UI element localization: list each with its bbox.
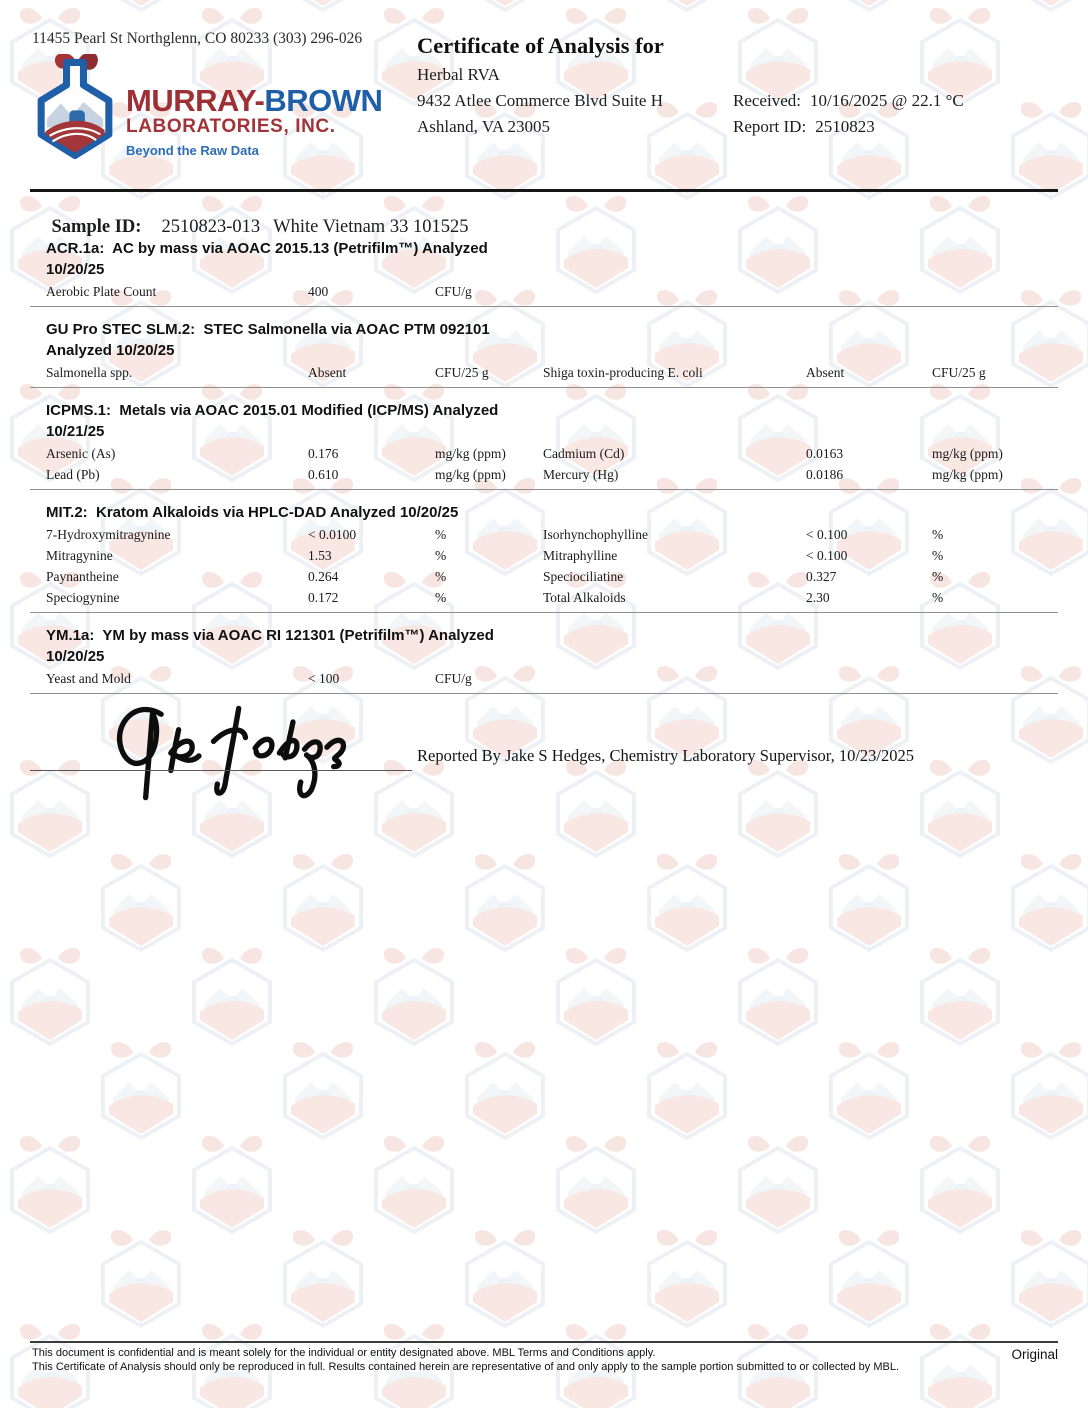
section-title-line: ICPMS.1: Metals via AOAC 2015.01 Modified (ICP/MS) Analyzed bbox=[46, 402, 499, 419]
logo-tagline: Beyond the Raw Data bbox=[126, 143, 259, 158]
section-divider bbox=[30, 693, 1058, 694]
analyte-name: Mitragynine bbox=[46, 548, 113, 563]
analyte-name: Total Alkaloids bbox=[543, 590, 626, 605]
analyte-value: Absent bbox=[806, 365, 845, 380]
analyte-unit: CFU/g bbox=[435, 284, 472, 299]
section-rows bbox=[46, 524, 1040, 608]
analyte-value: < 100 bbox=[308, 671, 340, 686]
client-name: Herbal RVA bbox=[417, 65, 500, 84]
analyte-value: 0.0186 bbox=[806, 467, 844, 482]
analyte-value: 1.53 bbox=[308, 548, 332, 563]
analyte-value: 2.30 bbox=[806, 590, 830, 605]
analyte-row bbox=[46, 443, 1040, 464]
copy-type-label: Original bbox=[1011, 1347, 1058, 1362]
analyte-value: 0.610 bbox=[308, 467, 339, 482]
analyte-value: 0.172 bbox=[308, 590, 339, 605]
analyte-row bbox=[46, 668, 1040, 689]
analyte-name: 7-Hydroxymitragynine bbox=[46, 527, 171, 542]
analyte-name: Speciogynine bbox=[46, 590, 120, 605]
analyte-value bbox=[806, 281, 932, 302]
section-title bbox=[46, 625, 1040, 667]
section-title-line: Analyzed 10/20/25 bbox=[46, 342, 175, 359]
analysis-sections bbox=[46, 226, 1040, 694]
section-rows bbox=[46, 362, 1040, 383]
section-rows bbox=[46, 281, 1040, 302]
analyte-unit: CFU/g bbox=[435, 671, 472, 686]
report-id-value: 2510823 bbox=[815, 117, 875, 136]
logo-name bbox=[126, 83, 383, 118]
analyte-name: Isorhynchophylline bbox=[543, 527, 648, 542]
analyte-unit: % bbox=[435, 590, 447, 605]
received-label: Received: bbox=[733, 91, 801, 110]
analyte-value: 0.176 bbox=[308, 446, 339, 461]
lab-logo bbox=[28, 54, 382, 164]
analyte-unit: mg/kg (ppm) bbox=[435, 446, 506, 461]
analyte-value bbox=[806, 668, 932, 689]
sample-id-value: 2510823-013 bbox=[161, 217, 261, 237]
reported-by-text: Reported By Jake S Hedges, Chemistry Laboratory Supervisor, 10/23/2025 bbox=[417, 746, 915, 765]
signature-line bbox=[30, 770, 412, 771]
analyte-unit: % bbox=[932, 548, 944, 563]
analyte-row bbox=[46, 362, 1040, 383]
analysis-section bbox=[46, 490, 1040, 613]
analyte-name bbox=[543, 668, 806, 689]
footer-disclaimer-line1: This document is confidential and is meant solely for the individual or entity designated above. MBL Terms and Conditions apply. bbox=[32, 1347, 656, 1359]
client-address-line2: Ashland, VA 23005 bbox=[417, 117, 551, 136]
analyte-row bbox=[46, 524, 1040, 545]
analyte-unit: % bbox=[435, 569, 447, 584]
analyte-unit bbox=[932, 281, 1040, 302]
section-title bbox=[46, 238, 1040, 280]
analyte-name: Cadmium (Cd) bbox=[543, 446, 625, 461]
title-block bbox=[417, 30, 664, 140]
section-rows bbox=[46, 668, 1040, 689]
section-title-line: GU Pro STEC SLM.2: STEC Salmonella via AOAC PTM 092101 bbox=[46, 321, 490, 338]
received-value: 10/16/2025 @ 22.1 °C bbox=[809, 91, 964, 110]
logo-wordmark bbox=[126, 54, 382, 164]
analyte-unit: mg/kg (ppm) bbox=[932, 467, 1003, 482]
analyte-value: < 0.100 bbox=[806, 548, 848, 563]
sample-id-label: Sample ID: bbox=[51, 217, 142, 237]
section-divider bbox=[30, 387, 1058, 388]
analyte-value: Absent bbox=[308, 365, 347, 380]
analyte-value: < 0.0100 bbox=[308, 527, 357, 542]
analysis-section bbox=[46, 388, 1040, 490]
received-row bbox=[733, 88, 964, 114]
wordmark-brown: BROWN bbox=[264, 83, 383, 118]
flask-icon bbox=[28, 54, 122, 164]
section-title bbox=[46, 502, 1040, 523]
analyte-value: 0.264 bbox=[308, 569, 339, 584]
analyte-name: Paynantheine bbox=[46, 569, 119, 584]
analyte-row bbox=[46, 464, 1040, 485]
analyte-row bbox=[46, 545, 1040, 566]
analyte-name: Mercury (Hg) bbox=[543, 467, 619, 482]
section-divider bbox=[30, 306, 1058, 307]
footer-divider bbox=[30, 1341, 1058, 1343]
meta-block bbox=[733, 88, 964, 140]
analyte-name: Yeast and Mold bbox=[46, 671, 131, 686]
analyte-unit: CFU/25 g bbox=[932, 365, 986, 380]
analyte-name bbox=[543, 281, 806, 302]
analyte-name: Shiga toxin-producing E. coli bbox=[543, 365, 703, 380]
section-title bbox=[46, 319, 1040, 361]
analyte-name: Arsenic (As) bbox=[46, 446, 116, 461]
section-divider bbox=[30, 612, 1058, 613]
analyte-name: Salmonella spp. bbox=[46, 365, 133, 380]
analyte-value: 400 bbox=[308, 284, 329, 299]
analyte-name: Speciociliatine bbox=[543, 569, 624, 584]
analyte-unit: mg/kg (ppm) bbox=[435, 467, 506, 482]
analysis-section bbox=[46, 226, 1040, 307]
analyte-unit: CFU/25 g bbox=[435, 365, 489, 380]
section-title bbox=[46, 400, 1040, 442]
analyte-unit: % bbox=[435, 527, 447, 542]
signature-image bbox=[103, 697, 355, 811]
analyte-value: 0.0163 bbox=[806, 446, 844, 461]
section-title-line: 10/21/25 bbox=[46, 423, 105, 440]
section-rows bbox=[46, 443, 1040, 485]
report-id-row bbox=[733, 114, 964, 140]
report-id-label: Report ID: bbox=[733, 117, 807, 136]
wordmark-laboratories: LABORATORIES, INC. bbox=[126, 116, 336, 137]
header-divider bbox=[30, 189, 1058, 192]
analyte-name: Mitraphylline bbox=[543, 548, 618, 563]
analyte-unit: % bbox=[932, 527, 944, 542]
footer-disclaimer bbox=[32, 1347, 932, 1374]
section-title-line: ACR.1a: AC by mass via AOAC 2015.13 (Petrifilm™) Analyzed bbox=[46, 240, 488, 257]
analyte-name: Aerobic Plate Count bbox=[46, 284, 157, 299]
analyte-row bbox=[46, 566, 1040, 587]
analyte-unit: mg/kg (ppm) bbox=[932, 446, 1003, 461]
section-title-line: 10/20/25 bbox=[46, 261, 105, 278]
section-divider bbox=[30, 489, 1058, 490]
analyte-name: Lead (Pb) bbox=[46, 467, 100, 482]
wordmark-murray: MURRAY- bbox=[126, 83, 265, 118]
analyte-unit: % bbox=[932, 569, 944, 584]
footer-disclaimer-line2: This Certificate of Analysis should only be reproduced in full. Results contained herein are representative of and only apply to the sample portion submitted to or collected by MBL. bbox=[32, 1360, 900, 1373]
analyte-value: < 0.100 bbox=[806, 527, 848, 542]
analyte-unit bbox=[932, 668, 1040, 689]
analysis-section bbox=[46, 307, 1040, 388]
analyte-unit: % bbox=[435, 548, 447, 563]
analysis-section bbox=[46, 613, 1040, 694]
section-title-line: 10/20/25 bbox=[46, 648, 105, 665]
sample-description: White Vietnam 33 101525 bbox=[273, 217, 469, 237]
certificate-title: Certificate of Analysis for bbox=[417, 33, 664, 58]
analyte-row bbox=[46, 281, 1040, 302]
section-title-line: YM.1a: YM by mass via AOAC RI 121301 (Petrifilm™) Analyzed bbox=[46, 627, 494, 644]
client-address-line1: 9432 Atlee Commerce Blvd Suite H bbox=[417, 91, 663, 110]
section-title-line: MIT.2: Kratom Alkaloids via HPLC-DAD Analyzed 10/20/25 bbox=[46, 504, 459, 521]
analyte-value: 0.327 bbox=[806, 569, 837, 584]
lab-address: 11455 Pearl St Northglenn, CO 80233 (303) 296-026 bbox=[32, 30, 363, 47]
analyte-unit: % bbox=[932, 590, 944, 605]
analyte-row bbox=[46, 587, 1040, 608]
